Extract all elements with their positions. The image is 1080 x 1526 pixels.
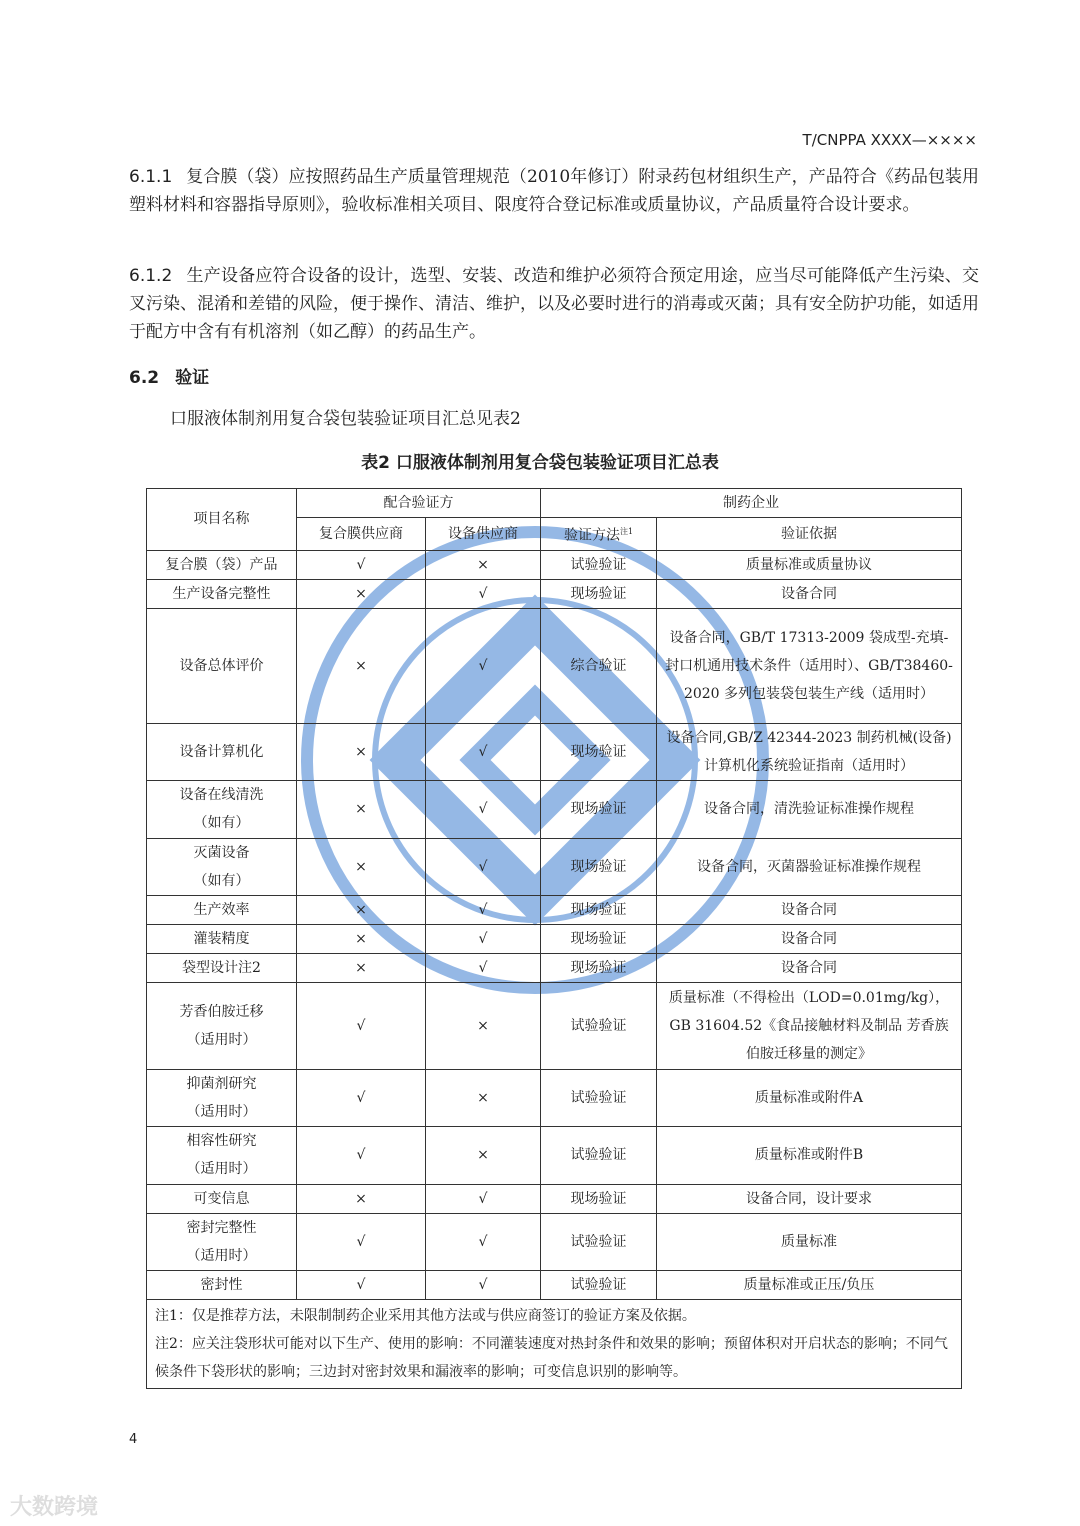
- method: 现场验证: [541, 895, 657, 924]
- method: 现场验证: [541, 924, 657, 953]
- table-row: [147, 982, 962, 1069]
- equipment-supplier-mark: √: [426, 1184, 541, 1213]
- method-note-ref: 注1: [619, 527, 634, 536]
- item-name: 灌装精度: [147, 924, 297, 953]
- header-item: 项目名称: [147, 489, 297, 551]
- basis: 设备合同，设计要求: [657, 1184, 962, 1213]
- basis: 设备合同: [657, 953, 962, 982]
- header-method: [541, 518, 657, 551]
- table-row: [147, 1069, 962, 1126]
- film-supplier-mark: ×: [297, 953, 426, 982]
- film-supplier-mark: ×: [297, 838, 426, 895]
- method: 现场验证: [541, 838, 657, 895]
- item-name: 生产设备完整性: [147, 579, 297, 608]
- table-row: [147, 608, 962, 723]
- equipment-supplier-mark: √: [426, 608, 541, 723]
- item-name: 生产效率: [147, 895, 297, 924]
- table-row: [147, 1126, 962, 1184]
- item-name: 密封完整性 （适用时）: [147, 1213, 297, 1270]
- equipment-supplier-mark: ×: [426, 1069, 541, 1126]
- equipment-supplier-mark: √: [426, 1213, 541, 1270]
- paragraph-6-1-2: [129, 262, 979, 346]
- basis: 质量标准或质量协议: [657, 550, 962, 579]
- table-caption: 表2 口服液体制剂用复合袋包装验证项目汇总表: [361, 453, 719, 473]
- table-row: [147, 780, 962, 838]
- basis: 质量标准或附件A: [657, 1069, 962, 1126]
- equipment-supplier-mark: ×: [426, 550, 541, 579]
- item-name: 抑菌剂研究 （适用时）: [147, 1069, 297, 1126]
- basis: 设备合同: [657, 895, 962, 924]
- film-supplier-mark: ×: [297, 1184, 426, 1213]
- table-row: [147, 1184, 962, 1213]
- section-heading: [129, 363, 209, 388]
- paragraph-number: 6.1.1: [129, 167, 173, 187]
- item-name: 密封性: [147, 1270, 297, 1299]
- table-row: [147, 579, 962, 608]
- film-supplier-mark: √: [297, 550, 426, 579]
- method: 综合验证: [541, 608, 657, 723]
- watermark: 大数跨境: [10, 1495, 99, 1520]
- paragraph-text: 复合膜（袋）应按照药品生产质量管理规范（2010年修订）附录药包材组织生产，产品符合《药品包装用塑料材料和容器指导原则》，验收标准相关项目、限度符合登记标准或质量协议，产品质量符合设计要求。: [129, 167, 979, 215]
- basis: 质量标准: [657, 1213, 962, 1270]
- note: 注2：应关注袋形状可能对以下生产、使用的影响：不同灌装速度对热封条件和效果的影响；预留体积对开启状态的影响；不同气候条件下袋形状的影响；三边封对密封效果和漏液率的影响；可变信息识别的影响等。: [155, 1335, 948, 1380]
- equipment-supplier-mark: √: [426, 953, 541, 982]
- equipment-supplier-mark: √: [426, 723, 541, 780]
- equipment-supplier-mark: ×: [426, 1126, 541, 1184]
- method: 现场验证: [541, 780, 657, 838]
- item-name: 灭菌设备 （如有）: [147, 838, 297, 895]
- header-basis: 验证依据: [657, 518, 962, 551]
- method: 试验验证: [541, 982, 657, 1069]
- section-title: 验证: [175, 368, 210, 388]
- equipment-supplier-mark: √: [426, 1270, 541, 1299]
- header-film: 复合膜供应商: [297, 518, 426, 551]
- basis: 设备合同，GB/T 17313-2009 袋成型-充填-封口机通用技术条件（适用时）、GB/T38460-2020 多列包装袋包装生产线（适用时）: [657, 608, 962, 723]
- basis: 设备合同，灭菌器验证标准操作规程: [657, 838, 962, 895]
- item-name: 设备总体评价: [147, 608, 297, 723]
- table-row: [147, 1270, 962, 1299]
- note: 注1：仅是推荐方法，未限制制药企业采用其他方法或与供应商签订的验证方案及依据。: [155, 1307, 696, 1324]
- basis: 设备合同: [657, 579, 962, 608]
- item-name: 复合膜（袋）产品: [147, 550, 297, 579]
- paragraph-number: 6.1.2: [129, 266, 173, 286]
- basis: 质量标准或正压/负压: [657, 1270, 962, 1299]
- method: 试验验证: [541, 1213, 657, 1270]
- header-party: 配合验证方: [297, 489, 541, 518]
- film-supplier-mark: ×: [297, 723, 426, 780]
- page-number: 4: [129, 1432, 138, 1447]
- basis: 设备合同,GB/Z 42344-2023 制药机械(设备)计算机化系统验证指南（适用时）: [657, 723, 962, 780]
- method: 试验验证: [541, 550, 657, 579]
- item-name: 相容性研究 （适用时）: [147, 1126, 297, 1184]
- film-supplier-mark: √: [297, 982, 426, 1069]
- table-notes: [147, 1299, 962, 1388]
- table-row: [147, 550, 962, 579]
- equipment-supplier-mark: √: [426, 780, 541, 838]
- film-supplier-mark: ×: [297, 895, 426, 924]
- intro-text: 口服液体制剂用复合袋包装验证项目汇总见表2: [170, 409, 521, 429]
- film-supplier-mark: ×: [297, 924, 426, 953]
- table-row: [147, 1213, 962, 1270]
- basis: 质量标准或附件B: [657, 1126, 962, 1184]
- equipment-supplier-mark: √: [426, 924, 541, 953]
- table-row: [147, 723, 962, 780]
- paragraph-6-1-1: [129, 163, 979, 219]
- film-supplier-mark: ×: [297, 780, 426, 838]
- method: 试验验证: [541, 1069, 657, 1126]
- basis: 设备合同，清洗验证标准操作规程: [657, 780, 962, 838]
- equipment-supplier-mark: √: [426, 838, 541, 895]
- method: 现场验证: [541, 579, 657, 608]
- equipment-supplier-mark: √: [426, 895, 541, 924]
- header-equip: 设备供应商: [426, 518, 541, 551]
- method: 现场验证: [541, 953, 657, 982]
- method: 试验验证: [541, 1126, 657, 1184]
- equipment-supplier-mark: √: [426, 579, 541, 608]
- table-row: [147, 924, 962, 953]
- film-supplier-mark: √: [297, 1126, 426, 1184]
- item-name: 袋型设计注2: [147, 953, 297, 982]
- paragraph-text: 生产设备应符合设备的设计，选型、安装、改造和维护必须符合预定用途，应当尽可能降低产生污染、交叉污染、混淆和差错的风险，便于操作、清洁、维护，以及必要时进行的消毒或灭菌；具有安全防护功能，如适用于配方中含有有机溶剂（如乙醇）的药品生产。: [129, 266, 979, 342]
- film-supplier-mark: ×: [297, 608, 426, 723]
- table-row: [147, 895, 962, 924]
- table-row: [147, 953, 962, 982]
- film-supplier-mark: √: [297, 1213, 426, 1270]
- table-row: [147, 838, 962, 895]
- item-name: 设备在线清洗 （如有）: [147, 780, 297, 838]
- section-number: 6.2: [129, 368, 160, 388]
- item-name: 芳香伯胺迁移 （适用时）: [147, 982, 297, 1069]
- doc-code: T/CNPPA XXXX—××××: [802, 131, 977, 149]
- method-label: 验证方法: [563, 527, 620, 544]
- equipment-supplier-mark: ×: [426, 982, 541, 1069]
- film-supplier-mark: ×: [297, 579, 426, 608]
- film-supplier-mark: √: [297, 1069, 426, 1126]
- film-supplier-mark: √: [297, 1270, 426, 1299]
- method: 试验验证: [541, 1270, 657, 1299]
- item-name: 可变信息: [147, 1184, 297, 1213]
- basis: 设备合同: [657, 924, 962, 953]
- item-name: 设备计算机化: [147, 723, 297, 780]
- validation-table: [146, 488, 962, 1389]
- basis: 质量标准（不得检出（LOD=0.01mg/kg），GB 31604.52《食品接触材料及制品 芳香族伯胺迁移量的测定》: [657, 982, 962, 1069]
- header-pharma: 制药企业: [541, 489, 962, 518]
- method: 现场验证: [541, 1184, 657, 1213]
- method: 现场验证: [541, 723, 657, 780]
